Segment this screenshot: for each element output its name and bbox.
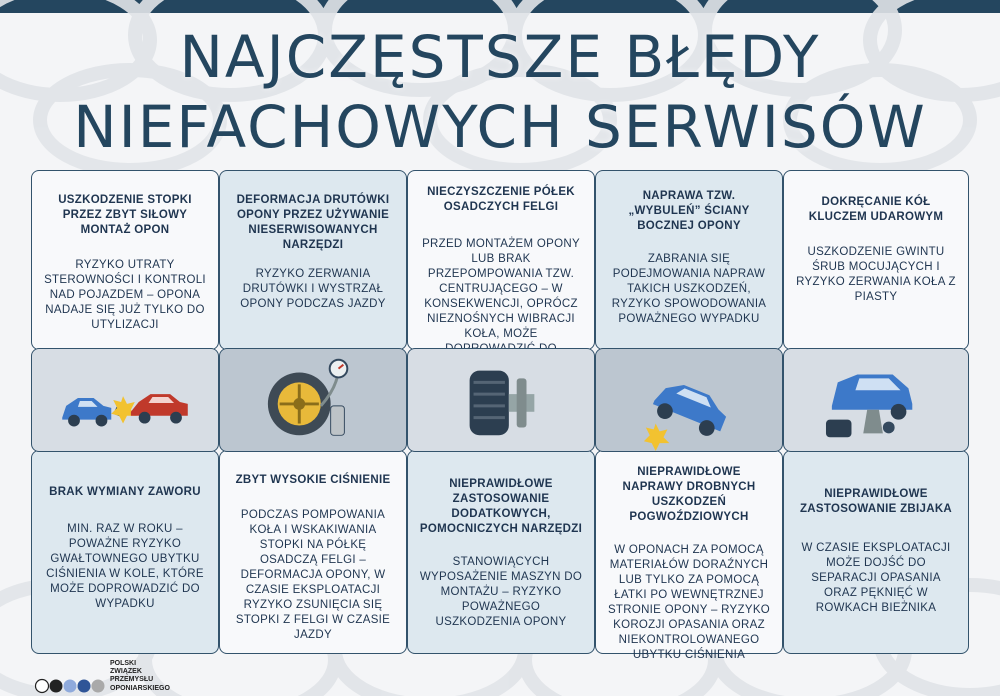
card-heading: BRAK WYMIANY ZAWORU: [49, 486, 201, 498]
illustration-box: [219, 348, 407, 452]
card-text: W OPONACH ZA POMOCĄ MATERIAŁÓW DORAŹNYCH LUB TYLKO ZA POMOCĄ ŁATKI PO WEWNĘTRZNEJ STRONIE OPONY – RYZYKO KOROZJI OPASANIA ORAZ NIEKONTROLOWANEGO UBYTKU CIŚNIENIA: [607, 544, 771, 661]
error-card-auxiliary-tools: [407, 450, 595, 654]
card-heading: NIEPRAWIDŁOWE NAPRAWY DROBNYCH USZKODZEŃ POGWOŹDZIOWYCH: [622, 466, 756, 523]
illustration-box: [407, 348, 595, 452]
card-text: RYZYKO ZERWANIA DRUTÓWKI I WYSTRZAŁ OPONY PODCZAS JAZDY: [240, 268, 386, 310]
card-text: MIN. RAZ W ROKU – POWAŻNE RYZYKO GWAŁTOWNEGO UBYTKU CIŚNIENIA W KOLE, KTÓRE MOŻE DOPROWADZIĆ DO WYPADKU: [46, 523, 204, 610]
car-collision-icon: [32, 349, 218, 451]
tire-mounting-icon: [408, 349, 594, 451]
error-card-bead-wire-deformation: [219, 170, 407, 350]
card-heading: NAPRAWA TZW. „WYBULEŃ” ŚCIANY BOCZNEJ OPONY: [628, 190, 750, 232]
card-heading: NIEPRAWIDŁOWE ZASTOSOWANIE ZBIJAKA: [799, 488, 953, 515]
error-card-overpressure: [219, 450, 407, 654]
error-card-sidewall-bulge-repair: [595, 170, 783, 350]
title-line-1: NAJCZĘSTSZE BŁĘDY: [179, 23, 821, 91]
card-heading: DOKRĘCANIE KÓŁ KLUCZEM UDAROWYM: [808, 196, 944, 223]
logo-line: ZWIĄZEK: [110, 668, 142, 676]
error-card-nail-puncture-repair: [595, 450, 783, 661]
logo-line: OPONIARSKIEGO: [110, 684, 170, 692]
logo-line: POLSKI: [110, 660, 137, 667]
logo-line: PRZEMYSŁU: [110, 676, 154, 684]
logo-dots-icon: [34, 678, 106, 694]
error-card-bead-damage: [31, 170, 219, 350]
card-heading: NIECZYSZCZENIE PÓŁEK OSADCZYCH FELGI: [427, 186, 575, 213]
illustration-box: [783, 348, 969, 452]
card-heading: USZKODZENIE STOPKI PRZEZ ZBYT SIŁOWY MONTAŻ OPON: [58, 194, 192, 236]
error-card-valve-replacement: [31, 450, 219, 654]
card-text: USZKODZENIE GWINTU ŚRUB MOCUJĄCYCH I RYZYKO ZERWANIA KOŁA Z PIASTY: [796, 246, 956, 303]
card-text: PODCZAS POMPOWANIA KOŁA I WSKAKIWANIA STOPKI NA PÓŁKĘ OSADCZĄ FELGI – DEFORMACJA OPONY, W CZASIE EKSPLOATACJI RYZYKO ZSUNIĘCIA SIĘ STOPKI Z FELGI W CZASIE JAZDY: [235, 509, 391, 641]
card-text: RYZYKO UTRATY STEROWNOŚCI I KONTROLI NAD POJAZDEM – OPONA NADAJE SIĘ JUŻ TYLKO DO UTYLIZACJI: [44, 259, 206, 331]
card-heading: DEFORMACJA DRUTÓWKI OPONY PRZEZ UŻYWANIE NIESERWISOWANYCH NARZĘDZI: [236, 194, 390, 251]
page-title: [0, 22, 1000, 162]
error-card-punch-tool: [783, 450, 969, 654]
error-card-rim-seat-cleaning: [407, 170, 595, 350]
card-text: ZABRANIA SIĘ PODEJMOWANIA NAPRAW TAKICH USZKODZEŃ, RYZYKO SPOWODOWANIA POWAŻNEGO WYPADKU: [611, 253, 767, 325]
card-text: STANOWIĄCYCH WYPOSAŻENIE MASZYN DO MONTAŻU – RYZYKO POWAŻNEGO USZKODZENIA OPONY: [419, 556, 583, 628]
car-on-jack-icon: [784, 349, 968, 451]
card-text: W CZASIE EKSPLOATACJI MOŻE DOJŚĆ DO SEPARACJI OPASANIA ORAZ PĘKNIĘĆ W ROWKACH BIEŻNIKA: [801, 542, 951, 614]
card-heading: ZBYT WYSOKIE CIŚNIENIE: [235, 474, 391, 486]
error-card-impact-wrench: [783, 170, 969, 350]
card-heading: NIEPRAWIDŁOWE ZASTOSOWANIE DODATKOWYCH, POMOCNICZYCH NARZĘDZI: [419, 478, 583, 535]
illustration-box: [31, 348, 219, 452]
card-text: PRZED MONTAŻEM OPONY LUB BRAK PRZEPOMPOWANIA TZW. CENTRUJĄCEGO – W KONSEKWENCJI, OPRÓCZ NIEZNOŚNYCH WIBRACJI KOŁA, MOŻE: [422, 238, 580, 340]
logo-text: [110, 660, 170, 693]
overturned-car-icon: [596, 349, 782, 451]
title-line-2: NIEFACHOWYCH SERWISÓW: [73, 93, 927, 161]
tire-inflator-icon: [220, 349, 406, 451]
illustration-box: [595, 348, 783, 452]
